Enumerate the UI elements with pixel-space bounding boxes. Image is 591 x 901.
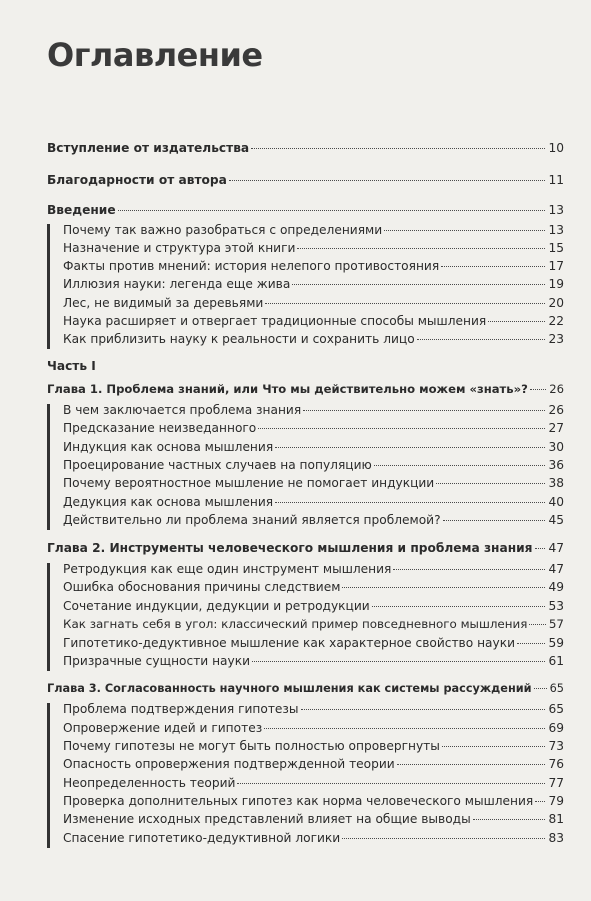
leader-dots bbox=[342, 587, 545, 588]
toc-entry[interactable] bbox=[63, 240, 564, 256]
toc-entry-title: Проверка дополнительных гипотез как норма человеческого мышления bbox=[63, 794, 534, 808]
toc-entry-page: 47 bbox=[548, 562, 564, 576]
toc-entry-page: 81 bbox=[548, 812, 564, 826]
toc-entry[interactable] bbox=[47, 681, 564, 697]
leader-dots bbox=[529, 624, 545, 625]
toc-entry[interactable] bbox=[63, 635, 564, 651]
toc-entry-title: Опасность опровержения подтвержденной теории bbox=[63, 757, 395, 771]
toc-entry[interactable] bbox=[63, 222, 564, 238]
toc-entry-page: 65 bbox=[549, 682, 564, 695]
toc-entry-title: Факты против мнений: история нелепого противостояния bbox=[63, 259, 440, 273]
toc-entry-page: 38 bbox=[548, 476, 564, 490]
leader-dots bbox=[258, 428, 545, 429]
toc-entry[interactable] bbox=[63, 738, 564, 754]
toc-entry[interactable] bbox=[47, 140, 564, 156]
toc-entry[interactable] bbox=[47, 381, 564, 397]
leader-dots bbox=[488, 321, 545, 322]
leader-dots bbox=[342, 838, 545, 839]
toc-entry-page: 27 bbox=[548, 421, 564, 435]
toc-entry-page: 65 bbox=[548, 702, 564, 716]
toc-entry-page: 19 bbox=[548, 277, 564, 291]
toc-entry[interactable] bbox=[63, 701, 564, 717]
toc-entry[interactable] bbox=[63, 313, 564, 329]
leader-dots bbox=[264, 728, 545, 729]
leader-dots bbox=[443, 520, 546, 521]
toc-entry[interactable] bbox=[63, 439, 564, 455]
leader-dots bbox=[473, 819, 546, 820]
toc-entry[interactable] bbox=[63, 276, 564, 292]
toc-entry[interactable] bbox=[63, 457, 564, 473]
toc-entry[interactable] bbox=[63, 775, 564, 791]
toc-entry-page: 49 bbox=[548, 580, 564, 594]
leader-dots bbox=[441, 266, 545, 267]
toc-entry[interactable] bbox=[63, 420, 564, 436]
toc-entry-page: 45 bbox=[548, 513, 564, 527]
toc-entry-title: Призрачные сущности науки bbox=[63, 654, 251, 668]
toc-entry-title: Ретродукция как еще один инструмент мышления bbox=[63, 562, 392, 576]
toc-entry[interactable] bbox=[63, 295, 564, 311]
toc-entry-page: 15 bbox=[548, 241, 564, 255]
leader-dots bbox=[535, 801, 545, 802]
toc-entry-title: Проблема подтверждения гипотезы bbox=[63, 702, 299, 716]
toc-entry-title: Ошибка обоснования причины следствием bbox=[63, 580, 341, 594]
toc-entry[interactable] bbox=[63, 561, 564, 577]
toc-entry-title: Почему гипотезы не могут быть полностью опровергнуты bbox=[63, 739, 440, 753]
toc-entry-title: Лес, не видимый за деревьями bbox=[63, 296, 264, 310]
toc-entry[interactable] bbox=[63, 494, 564, 510]
toc-entry[interactable] bbox=[63, 402, 564, 418]
toc-entry-title: Действительно ли проблема знаний является проблемой? bbox=[63, 513, 441, 527]
toc-entry-page: 17 bbox=[548, 259, 564, 273]
section-rule bbox=[47, 703, 50, 848]
toc-entry[interactable] bbox=[63, 475, 564, 491]
toc-entry[interactable] bbox=[63, 616, 564, 632]
toc-entry-title: Как загнать себя в угол: классический пример повседневного мышления bbox=[63, 617, 528, 631]
toc-entry-title: Наука расширяет и отвергает традиционные способы мышления bbox=[63, 314, 487, 328]
section-rule bbox=[47, 563, 50, 671]
toc-entry[interactable] bbox=[47, 172, 564, 188]
leader-dots bbox=[275, 447, 545, 448]
toc-entry-title: Благодарности от автора bbox=[47, 173, 227, 187]
toc-entry-title: Глава 1. Проблема знаний, или Что мы действительно можем «знать»? bbox=[47, 382, 528, 396]
toc-entry-page: 11 bbox=[548, 173, 564, 187]
leader-dots bbox=[252, 661, 545, 662]
leader-dots bbox=[535, 548, 546, 549]
toc-entry-page: 79 bbox=[548, 794, 564, 808]
toc-entry-page: 59 bbox=[548, 636, 564, 650]
leader-dots bbox=[517, 643, 545, 644]
leader-dots bbox=[374, 465, 546, 466]
toc-entry-page: 76 bbox=[548, 757, 564, 771]
toc-entry-page: 77 bbox=[548, 776, 564, 790]
toc-entry[interactable] bbox=[63, 811, 564, 827]
toc-entry-page: 69 bbox=[548, 721, 564, 735]
leader-dots bbox=[303, 410, 545, 411]
toc-entry-title: Индукция как основа мышления bbox=[63, 440, 274, 454]
leader-dots bbox=[275, 502, 545, 503]
toc-entry-title: Сочетание индукции, дедукции и ретродукции bbox=[63, 599, 370, 613]
toc-entry-title: Иллюзия науки: легенда еще жива bbox=[63, 277, 291, 291]
toc-entry-title: Глава 3. Согласованность научного мышления как системы рассуждений bbox=[47, 682, 532, 695]
toc-entry-page: 61 bbox=[548, 654, 564, 668]
toc-entry-title: Почему так важно разобраться с определениями bbox=[63, 223, 383, 237]
leader-dots bbox=[436, 483, 545, 484]
toc-entry-page: 57 bbox=[548, 617, 564, 631]
toc-entry[interactable] bbox=[63, 512, 564, 528]
toc-entry-page: 22 bbox=[548, 314, 564, 328]
toc-entry-page: 83 bbox=[548, 831, 564, 845]
toc-entry-title: Дедукция как основа мышления bbox=[63, 495, 274, 509]
leader-dots bbox=[265, 303, 545, 304]
toc-entry[interactable] bbox=[63, 830, 564, 846]
toc-entry-title: В чем заключается проблема знания bbox=[63, 403, 302, 417]
toc-entry-page: 36 bbox=[548, 458, 564, 472]
leader-dots bbox=[301, 709, 546, 710]
leader-dots bbox=[397, 764, 546, 765]
toc-entry-page: 26 bbox=[549, 382, 564, 396]
leader-dots bbox=[297, 248, 545, 249]
toc-entry-title: Проецирование частных случаев на популяцию bbox=[63, 458, 372, 472]
leader-dots bbox=[229, 180, 546, 181]
toc-entry[interactable] bbox=[63, 598, 564, 614]
page-title: Оглавление bbox=[47, 36, 263, 74]
toc-entry[interactable] bbox=[63, 579, 564, 595]
section-rule bbox=[47, 224, 50, 349]
leader-dots bbox=[442, 746, 546, 747]
toc-entry[interactable] bbox=[63, 258, 564, 274]
toc-entry-title: Введение bbox=[47, 203, 116, 217]
leader-dots bbox=[292, 284, 545, 285]
toc-entry[interactable] bbox=[47, 202, 564, 218]
toc-entry-page: 10 bbox=[548, 141, 564, 155]
leader-dots bbox=[534, 688, 547, 689]
toc-entry[interactable] bbox=[63, 720, 564, 736]
leader-dots bbox=[372, 606, 546, 607]
toc-entry-title: Почему вероятностное мышление не помогает индукции bbox=[63, 476, 435, 490]
toc-entry-page: 23 bbox=[548, 332, 564, 346]
toc-entry-page: 40 bbox=[548, 495, 564, 509]
toc-entry-page: 53 bbox=[548, 599, 564, 613]
leader-dots bbox=[237, 783, 545, 784]
toc-entry-page: 20 bbox=[548, 296, 564, 310]
leader-dots bbox=[251, 148, 545, 149]
toc-entry-title: Предсказание неизведанного bbox=[63, 421, 257, 435]
toc-entry-title: Глава 2. Инструменты человеческого мышления и проблема знания bbox=[47, 541, 533, 555]
toc-entry-title: Спасение гипотетико-дедуктивной логики bbox=[63, 831, 341, 845]
toc-entry[interactable] bbox=[63, 793, 564, 809]
leader-dots bbox=[530, 389, 546, 390]
toc-entry-title: Неопределенность теорий bbox=[63, 776, 236, 790]
toc-entry-page: 13 bbox=[548, 223, 564, 237]
toc-entry-page: 26 bbox=[548, 403, 564, 417]
toc-entry-page: 13 bbox=[548, 203, 564, 217]
toc-entry-page: 30 bbox=[548, 440, 564, 454]
leader-dots bbox=[393, 569, 545, 570]
toc-entry[interactable] bbox=[47, 540, 564, 556]
toc-entry-title: Изменение исходных представлений влияет на общие выводы bbox=[63, 812, 471, 826]
part-label: Часть I bbox=[47, 359, 96, 373]
leader-dots bbox=[417, 339, 546, 340]
section-rule bbox=[47, 404, 50, 530]
toc-entry-title: Гипотетико-дедуктивное мышление как характерное свойство науки bbox=[63, 636, 516, 650]
toc-entry-title: Как приблизить науку к реальности и сохранить лицо bbox=[63, 332, 415, 346]
leader-dots bbox=[384, 230, 545, 231]
toc-entry-title: Опровержение идей и гипотез bbox=[63, 721, 263, 735]
toc-entry-title: Назначение и структура этой книги bbox=[63, 241, 296, 255]
leader-dots bbox=[118, 210, 546, 211]
toc-entry[interactable] bbox=[63, 653, 564, 669]
toc-entry[interactable] bbox=[63, 331, 564, 347]
toc-entry-title: Вступление от издательства bbox=[47, 141, 250, 155]
toc-entry-page: 73 bbox=[548, 739, 564, 753]
toc-entry[interactable] bbox=[63, 756, 564, 772]
toc-entry-page: 47 bbox=[548, 541, 564, 555]
